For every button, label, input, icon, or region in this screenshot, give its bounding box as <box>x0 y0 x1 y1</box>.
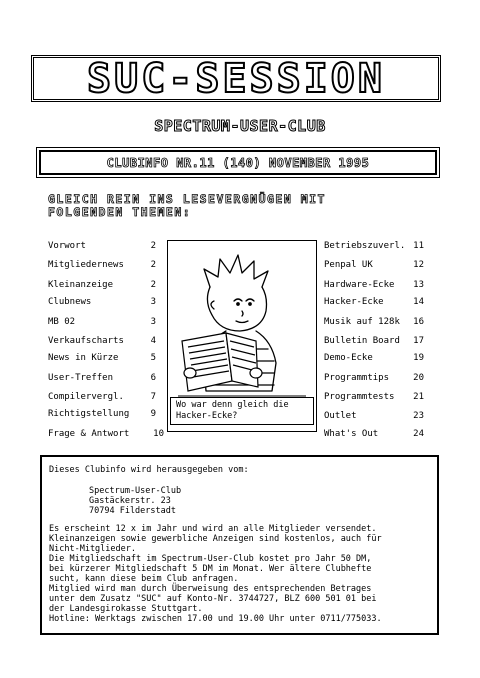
toc-page: 7 <box>150 392 156 402</box>
info-line: bei kürzerer Mitgliedschaft 5 DM im Monat. Wer ältere Clubhefte <box>49 564 372 574</box>
info-line: Nicht-Mitglieder. <box>49 544 136 554</box>
toc-item[interactable] <box>48 391 156 403</box>
toc-item[interactable] <box>324 259 424 271</box>
toc-label: What's Out <box>324 429 379 439</box>
toc-item[interactable] <box>48 428 164 440</box>
intro-line-1: GLEICH REIN INS LESEVERGNÜGEN MIT <box>48 192 326 206</box>
toc-label: Hacker-Ecke <box>324 297 384 307</box>
page-title: SUC-SESSION <box>87 55 385 102</box>
toc-label: Kleinanzeige <box>48 280 114 290</box>
toc-item[interactable] <box>324 316 424 328</box>
caption-line-2: Hacker-Ecke? <box>176 411 238 421</box>
toc-label: Outlet <box>324 411 357 421</box>
toc-label: Programmtests <box>324 392 395 402</box>
toc-label: Hardware-Ecke <box>324 280 395 290</box>
publisher-name: Spectrum-User-Club <box>89 486 182 496</box>
toc-page: 12 <box>413 260 424 270</box>
toc-page: 3 <box>150 297 156 307</box>
info-line: unter dem Zusatz "SUC" auf Konto-Nr. 3744727, BLZ 600 501 01 bei <box>49 594 377 604</box>
publisher-city: 70794 Filderstadt <box>89 506 176 516</box>
info-line: Kleinanzeigen sowie gewerbliche Anzeigen sind kostenlos, auch für <box>49 534 382 544</box>
toc-item[interactable] <box>48 279 156 291</box>
toc-page: 6 <box>150 373 156 383</box>
toc-item[interactable] <box>48 372 156 384</box>
toc-item[interactable] <box>48 296 156 308</box>
toc-item[interactable] <box>324 352 424 364</box>
toc-page: 14 <box>413 297 424 307</box>
toc-page: 21 <box>413 392 424 402</box>
toc-item[interactable] <box>324 240 424 252</box>
toc-page: 4 <box>150 336 156 346</box>
toc-page: 2 <box>150 260 156 270</box>
toc-label: Musik auf 128k <box>324 317 400 327</box>
toc-page: 5 <box>150 353 156 363</box>
toc-item[interactable] <box>48 335 156 347</box>
toc-page: 3 <box>150 317 156 327</box>
toc-item[interactable] <box>48 408 156 420</box>
toc-page: 19 <box>413 353 424 363</box>
toc-item[interactable] <box>48 259 156 271</box>
toc-page: 2 <box>150 280 156 290</box>
toc-item[interactable] <box>48 240 156 252</box>
toc-label: Verkaufscharts <box>48 336 124 346</box>
toc-item[interactable] <box>48 352 156 364</box>
info-line: sucht, kann diese beim Club anfragen. <box>49 574 239 584</box>
toc-page: 9 <box>150 409 156 419</box>
toc-item[interactable] <box>324 391 424 403</box>
info-line: Mitglied wird man durch Überweisung des entsprechenden Betrages <box>49 584 372 594</box>
toc-label: Richtigstellung <box>48 409 130 419</box>
info-line: Die Mitgliedschaft im Spectrum-User-Club kostet pro Jahr 50 DM, <box>49 554 372 564</box>
toc-label: MB 02 <box>48 317 76 327</box>
toc-label: Demo-Ecke <box>324 353 373 363</box>
toc-page: 13 <box>413 280 424 290</box>
club-name: SPECTRUM-USER-CLUB <box>154 117 326 135</box>
toc-page: 17 <box>413 336 424 346</box>
toc-page: 16 <box>413 317 424 327</box>
toc-label: Bulletin Board <box>324 336 400 346</box>
toc-item[interactable] <box>324 296 424 308</box>
toc-label: Clubnews <box>48 297 92 307</box>
toc-item[interactable] <box>48 316 156 328</box>
toc-label: Compilervergl. <box>48 392 124 402</box>
toc-label: Betriebszuverl. <box>324 241 406 251</box>
toc-label: Vorwort <box>48 241 86 251</box>
toc-label: Penpal UK <box>324 260 373 270</box>
toc-label: Frage & Antwort <box>48 429 130 439</box>
hotline-line: Hotline: Werktags zwischen 17.00 und 19.00 Uhr unter 0711/775033. <box>49 614 382 624</box>
info-line: der Landesgirokasse Stuttgart. <box>49 604 203 614</box>
toc-item[interactable] <box>324 279 424 291</box>
toc-item[interactable] <box>324 410 424 422</box>
intro-text <box>48 193 448 219</box>
toc-page: 23 <box>413 411 424 421</box>
toc-label: News in Kürze <box>48 353 119 363</box>
toc-item[interactable] <box>324 335 424 347</box>
toc-page: 2 <box>150 241 156 251</box>
toc-page: 20 <box>413 373 424 383</box>
info-line: Es erscheint 12 x im Jahr und wird an alle Mitglieder versendet. <box>49 524 377 534</box>
info-line: Dieses Clubinfo wird herausgegeben vom: <box>49 465 249 475</box>
toc-label: Programmtips <box>324 373 390 383</box>
toc-item[interactable] <box>324 372 424 384</box>
issue-info: CLUBINFO NR.11 (140) NOVEMBER 1995 <box>106 155 370 170</box>
illustration-caption <box>170 397 314 425</box>
toc-page: 10 <box>153 429 164 439</box>
toc-label: Mitgliedernews <box>48 260 124 270</box>
publisher-street: Gastäckerstr. 23 <box>89 496 171 506</box>
intro-line-2: FOLGENDEN THEMEN: <box>48 205 192 219</box>
toc-item[interactable] <box>324 428 424 440</box>
toc-label: User-Treffen <box>48 373 114 383</box>
caption-line-1: Wo war denn gleich die <box>176 400 289 410</box>
toc-page: 11 <box>413 241 424 251</box>
toc-page: 24 <box>413 429 424 439</box>
